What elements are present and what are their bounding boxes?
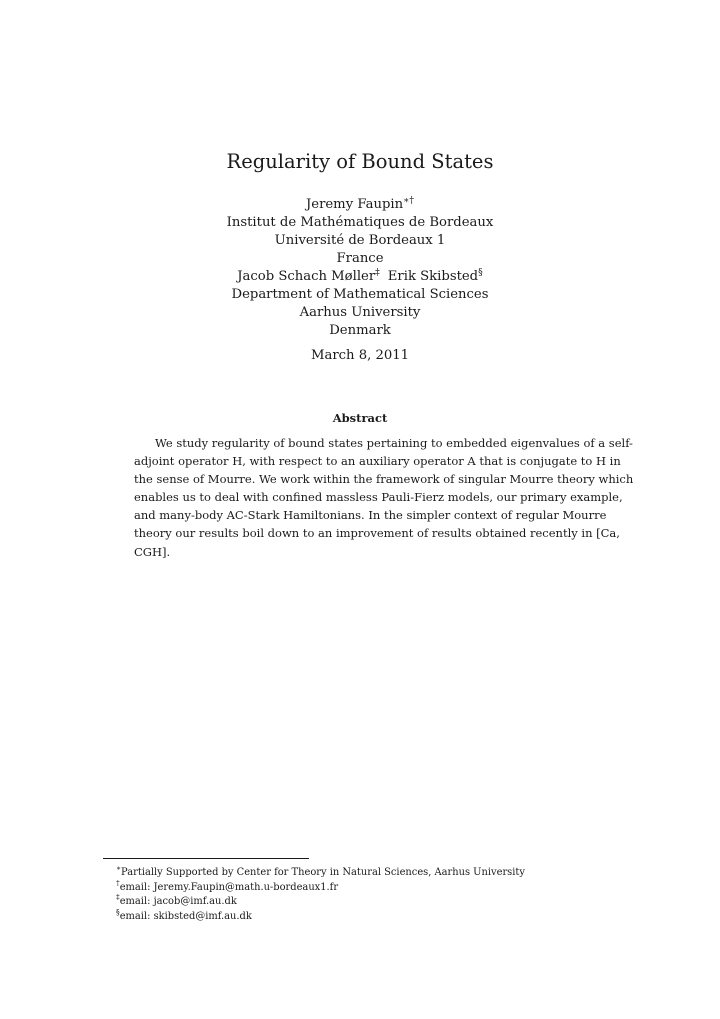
- author-name: Jeremy Faupin: [305, 197, 404, 212]
- affiliation-line: Aarhus University: [299, 305, 421, 320]
- footnote: [116, 878, 525, 896]
- affiliation-line: Denmark: [329, 323, 391, 338]
- author-name: Jacob Schach Møller: [237, 269, 376, 284]
- author-line-1: [0, 196, 720, 214]
- paper-title: Regularity of Bound States: [226, 150, 494, 173]
- author-name: Erik Skibsted: [387, 269, 479, 284]
- author-footnote-marks: ‡: [375, 266, 380, 278]
- footnote-text: Partially Supported by Center for Theory in Natural Sciences, Aarhus University: [121, 867, 525, 878]
- footnote-text: email: Jeremy.Faupin@math.u-bordeaux1.fr: [119, 881, 339, 893]
- footnote: [116, 863, 525, 881]
- footnote-text: email: jacob@imf.au.dk: [119, 896, 237, 907]
- affiliation-line: Department of Mathematical Sciences: [231, 287, 489, 302]
- abstract-line: enables us to deal with confined massless Pauli-Fierz models, our primary example,: [134, 490, 623, 505]
- footnote-text: email: skibsted@imf.au.dk: [119, 910, 252, 922]
- paper-date: March 8, 2011: [310, 348, 410, 363]
- abstract-heading: Abstract: [332, 411, 388, 425]
- abstract-line: and many-body AC-Stark Hamiltonians. In the simpler context of regular Mourre: [134, 508, 607, 523]
- footnote: [116, 892, 525, 910]
- footnotes: [116, 863, 525, 924]
- abstract-body: [134, 434, 634, 561]
- abstract-line: We study regularity of bound states pertaining to embedded eigenvalues of a self-: [155, 436, 633, 450]
- footnote-mark: ‡: [116, 892, 120, 902]
- affiliation-line: Université de Bordeaux 1: [274, 233, 446, 248]
- footnote: [116, 907, 525, 925]
- footnote-mark: §: [116, 907, 120, 917]
- affiliation-line: Institut de Mathématiques de Bordeaux: [226, 215, 494, 230]
- affiliation-line: France: [336, 251, 384, 266]
- author-line-2: [0, 268, 720, 286]
- author-footnote-marks: ∗†: [403, 194, 414, 206]
- author-footnote-marks: §: [478, 266, 483, 278]
- footnote-rule: [103, 858, 309, 859]
- abstract-line: theory our results boil down to an improvement of results obtained recently in [Ca,: [134, 526, 620, 541]
- footnote-mark: ∗: [116, 863, 122, 873]
- abstract-line: the sense of Mourre. We work within the framework of singular Mourre theory which: [134, 472, 634, 487]
- abstract-line: CGH].: [134, 544, 171, 559]
- footnote-mark: †: [116, 878, 120, 888]
- abstract-line: adjoint operator H, with respect to an auxiliary operator A that is conjugate to H in: [134, 454, 621, 469]
